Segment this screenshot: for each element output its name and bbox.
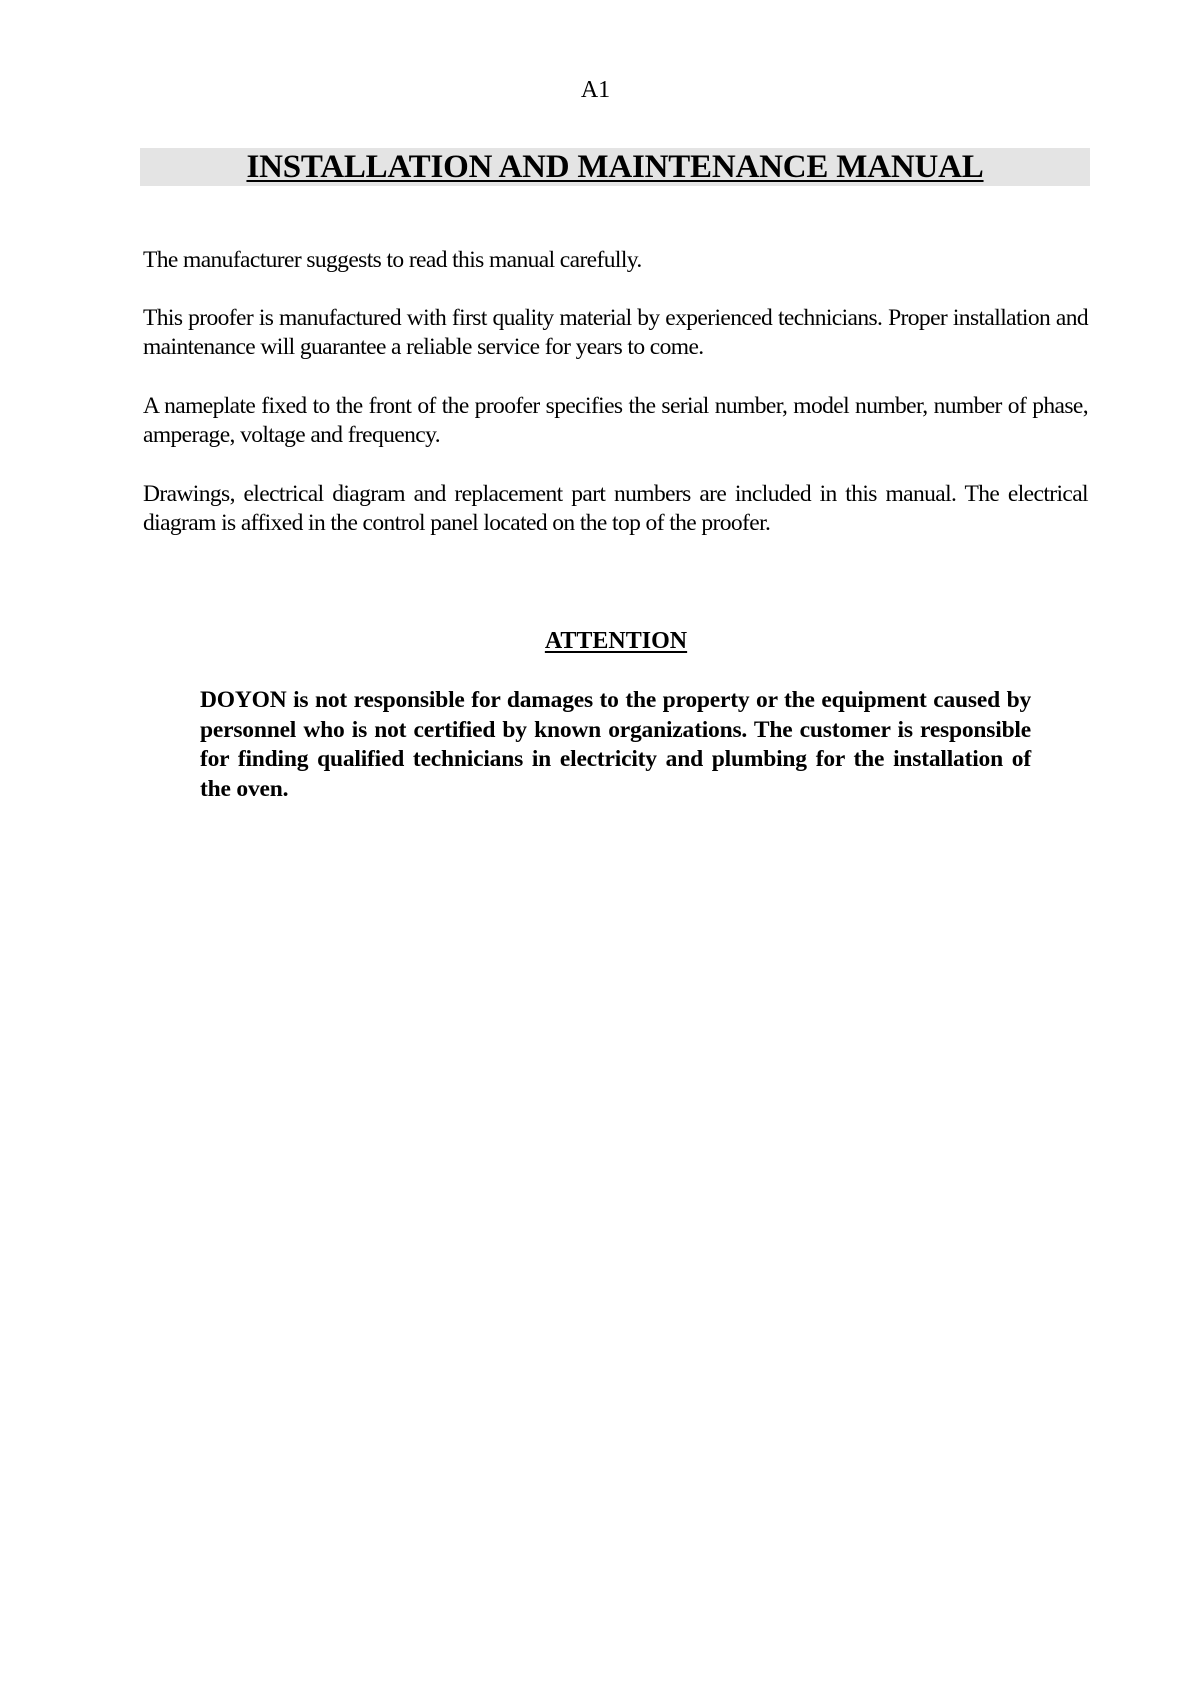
intro-paragraph-read-carefully: The manufacturer suggests to read this manual carefully. <box>143 247 642 273</box>
attention-heading: ATTENTION <box>544 628 688 654</box>
document-title: INSTALLATION AND MAINTENANCE MANUAL <box>246 149 984 185</box>
intro-paragraph-drawings: Drawings, electrical diagram and replacement part numbers are included in this manual. The electrical diagram is affixed in the control panel located on the top of the proofer. <box>143 481 1088 536</box>
attention-notice: DOYON is not responsible for damages to the property or the equipment caused by personnel who is not certified by known organizations. The customer is responsible for finding qualified technicians in electricity and plumbing for the installation of the oven. <box>200 687 1031 802</box>
page-number: A1 <box>580 77 611 103</box>
intro-paragraph-nameplate: A nameplate fixed to the front of the proofer specifies the serial number, model number, number of phase, amperage, voltage and frequency. <box>143 393 1088 448</box>
title-band <box>140 148 1090 186</box>
intro-paragraph-quality: This proofer is manufactured with first quality material by experienced technicians. Proper installation and maintenance will guarantee a reliable service for years to come. <box>143 305 1088 360</box>
